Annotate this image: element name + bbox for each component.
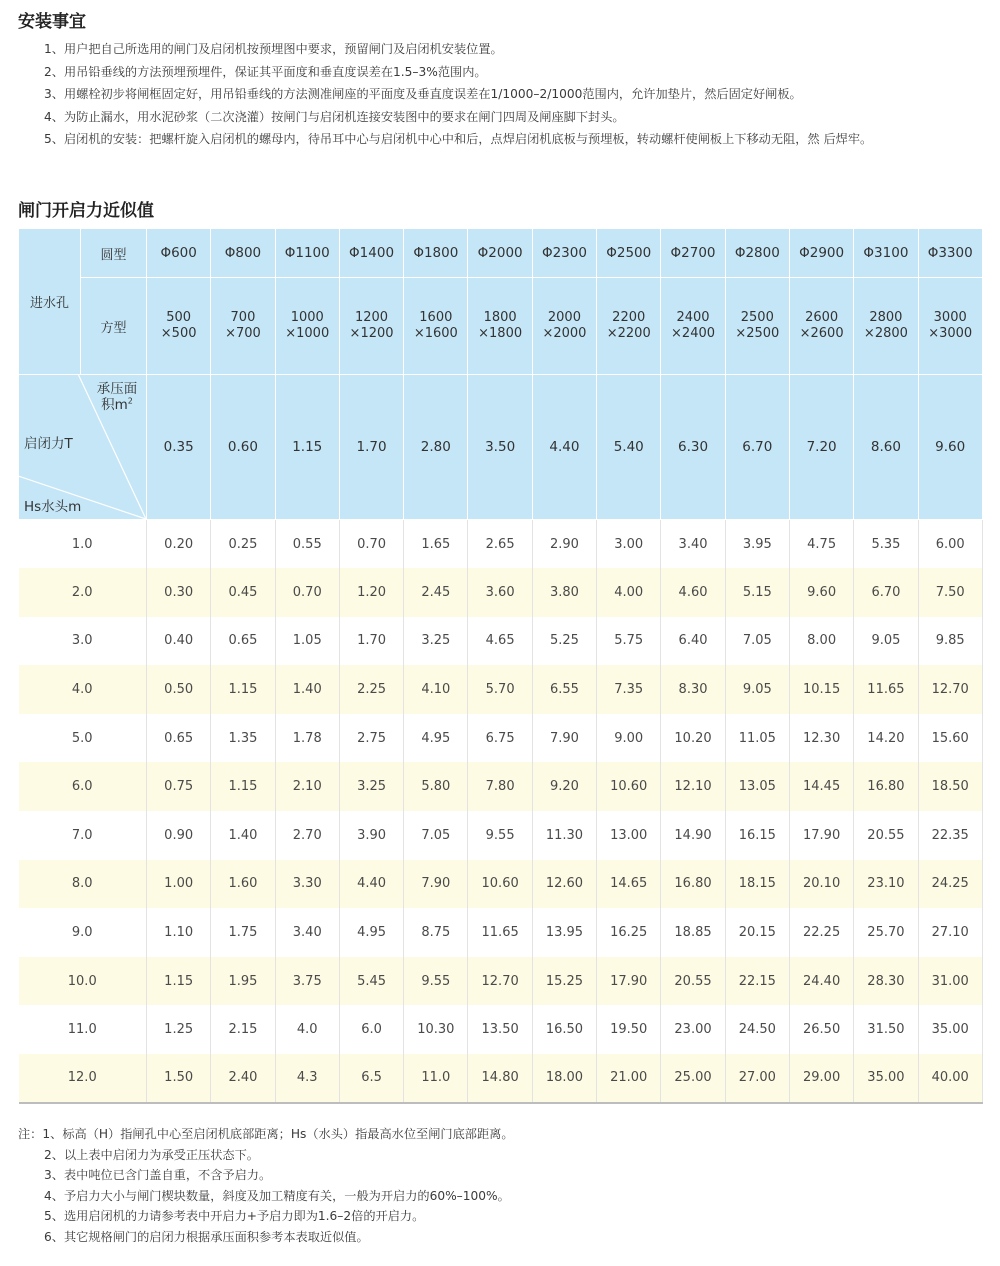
force-value-cell: 1.20	[339, 568, 403, 617]
force-value-cell: 1.00	[147, 860, 211, 909]
force-value-cell: 0.70	[275, 568, 339, 617]
force-value-cell: 8.00	[789, 617, 853, 666]
table-row	[19, 665, 983, 714]
force-value-cell: 0.90	[147, 811, 211, 860]
table-row	[19, 520, 983, 569]
force-value-cell: 16.80	[661, 860, 725, 909]
force-value-cell: 8.30	[661, 665, 725, 714]
install-item	[18, 38, 988, 61]
force-value-cell: 9.85	[918, 617, 982, 666]
pressure-area-label-text: 承压面积m	[96, 381, 138, 413]
force-value-cell: 16.25	[597, 908, 661, 957]
force-value-cell: 5.70	[468, 665, 532, 714]
note-text: 2、以上表中启闭力为承受正压状态下。	[44, 1147, 259, 1162]
round-size-cell: Φ2800	[725, 229, 789, 278]
force-value-cell: 4.00	[597, 568, 661, 617]
square-size-cell	[597, 278, 661, 375]
square-size-height: ×1000	[285, 326, 330, 341]
force-value-cell: 11.65	[468, 908, 532, 957]
water-head-cell: 10.0	[19, 957, 147, 1006]
force-value-cell: 14.90	[661, 811, 725, 860]
force-value-cell: 1.70	[339, 617, 403, 666]
square-size-width: 1200	[354, 310, 389, 325]
force-value-cell: 1.35	[211, 714, 275, 763]
square-size-cell	[147, 278, 211, 375]
force-value-cell: 2.70	[275, 811, 339, 860]
note-item	[18, 1186, 988, 1207]
force-value-cell: 5.35	[854, 520, 918, 569]
force-value-cell: 13.05	[725, 762, 789, 811]
square-size-cell	[789, 278, 853, 375]
square-size-height: ×1800	[478, 326, 523, 341]
pressure-area-cell: 9.60	[918, 375, 982, 520]
force-value-cell: 18.50	[918, 762, 982, 811]
force-value-cell: 6.0	[339, 1005, 403, 1054]
note-item	[18, 1227, 988, 1248]
force-value-cell: 5.80	[404, 762, 468, 811]
force-value-cell: 0.25	[211, 520, 275, 569]
square-size-height: ×500	[160, 326, 197, 341]
force-value-cell: 3.90	[339, 811, 403, 860]
force-value-cell: 16.80	[854, 762, 918, 811]
force-value-cell: 3.80	[532, 568, 596, 617]
force-value-cell: 1.15	[211, 762, 275, 811]
area-unit-superscript: 2	[127, 396, 133, 406]
pressure-area-cell: 3.50	[468, 375, 532, 520]
water-head-cell: 5.0	[19, 714, 147, 763]
note-item	[18, 1206, 988, 1227]
force-value-cell: 7.90	[532, 714, 596, 763]
force-value-cell: 0.50	[147, 665, 211, 714]
round-size-cell: Φ2300	[532, 229, 596, 278]
table-row	[19, 957, 983, 1006]
force-value-cell: 5.45	[339, 957, 403, 1006]
square-size-height: ×1200	[349, 326, 394, 341]
force-value-cell: 12.60	[532, 860, 596, 909]
water-head-cell: 1.0	[19, 520, 147, 569]
square-size-height: ×700	[225, 326, 261, 341]
note-text: 5、选用启闭机的力请参考表中开启力+予启力即为1.6–2倍的开启力。	[44, 1209, 425, 1224]
force-value-cell: 6.40	[661, 617, 725, 666]
force-value-cell: 1.15	[211, 665, 275, 714]
force-value-cell: 10.20	[661, 714, 725, 763]
table-row	[19, 1005, 983, 1054]
force-value-cell: 1.05	[275, 617, 339, 666]
square-size-height: ×2200	[606, 326, 651, 341]
force-value-cell: 20.10	[789, 860, 853, 909]
force-value-cell: 2.15	[211, 1005, 275, 1054]
table-row	[19, 860, 983, 909]
force-value-cell: 5.25	[532, 617, 596, 666]
force-value-cell: 2.75	[339, 714, 403, 763]
force-value-cell: 4.75	[789, 520, 853, 569]
install-item-text: 5、启闭机的安装：把螺杆旋入启闭机的螺母内，待吊耳中心与启闭机中心中和后，点焊启闭机底板与预埋板，转动螺杆使闸板上下移动无阻，然 后焊牢。	[44, 132, 873, 146]
pressure-area-cell: 7.20	[789, 375, 853, 520]
round-size-cell: Φ1800	[404, 229, 468, 278]
square-size-width: 1800	[483, 310, 517, 325]
force-value-cell: 2.40	[211, 1054, 275, 1103]
pressure-area-cell: 2.80	[404, 375, 468, 520]
force-label: 启闭力T	[24, 436, 73, 452]
force-value-cell: 18.85	[661, 908, 725, 957]
round-size-cell: Φ2000	[468, 229, 532, 278]
force-value-cell: 12.10	[661, 762, 725, 811]
corner-header-cell	[19, 375, 147, 520]
square-size-width: 700	[230, 310, 256, 325]
force-value-cell: 4.10	[404, 665, 468, 714]
force-value-cell: 1.78	[275, 714, 339, 763]
note-text: 6、其它规格闸门的启闭力根据承压面积参考本表取近似值。	[44, 1229, 369, 1244]
square-size-cell	[532, 278, 596, 375]
force-value-cell: 9.60	[789, 568, 853, 617]
force-value-cell: 3.30	[275, 860, 339, 909]
force-value-cell: 4.0	[275, 1005, 339, 1054]
force-value-cell: 14.45	[789, 762, 853, 811]
pressure-area-cell: 6.70	[725, 375, 789, 520]
water-head-cell: 6.0	[19, 762, 147, 811]
table-row	[19, 714, 983, 763]
square-size-width: 2400	[676, 310, 710, 325]
force-value-cell: 1.25	[147, 1005, 211, 1054]
force-value-cell: 24.25	[918, 860, 982, 909]
force-value-cell: 0.55	[275, 520, 339, 569]
force-value-cell: 3.25	[339, 762, 403, 811]
table-row	[19, 617, 983, 666]
install-item-text: 2、用吊铅垂线的方法预埋预埋件，保证其平面度和垂直度误差在1.5–3%范围内。	[44, 64, 487, 79]
force-value-cell: 31.00	[918, 957, 982, 1006]
force-value-cell: 13.95	[532, 908, 596, 957]
force-value-cell: 20.55	[661, 957, 725, 1006]
force-value-cell: 7.90	[404, 860, 468, 909]
square-size-height: ×1600	[413, 326, 458, 341]
install-item-text: 1、用户把自己所选用的闸门及启闭机按预埋图中要求，预留闸门及启闭机安装位置。	[44, 42, 503, 56]
force-value-cell: 1.50	[147, 1054, 211, 1103]
square-size-cell	[725, 278, 789, 375]
force-value-cell: 9.05	[725, 665, 789, 714]
force-value-cell: 9.55	[468, 811, 532, 860]
force-value-cell: 5.75	[597, 617, 661, 666]
force-value-cell: 11.30	[532, 811, 596, 860]
pressure-area-label	[92, 381, 142, 413]
square-size-height: ×2500	[735, 326, 780, 341]
round-size-cell: Φ3300	[918, 229, 982, 278]
round-type-label: 圆型	[81, 229, 147, 278]
inlet-label: 进水孔	[19, 229, 81, 375]
water-head-cell: 7.0	[19, 811, 147, 860]
force-value-cell: 29.00	[789, 1054, 853, 1103]
pressure-area-cell: 1.70	[339, 375, 403, 520]
force-value-cell: 10.60	[468, 860, 532, 909]
force-value-cell: 6.5	[339, 1054, 403, 1103]
water-head-cell: 4.0	[19, 665, 147, 714]
square-size-width: 2600	[805, 310, 839, 325]
force-value-cell: 28.30	[854, 957, 918, 1006]
square-size-cell	[661, 278, 725, 375]
note-text: 注：1、标高（H）指闸孔中心至启闭机底部距离；Hs（水头）指最高水位至闸门底部距离。	[18, 1127, 514, 1141]
force-value-cell: 40.00	[918, 1054, 982, 1103]
force-value-cell: 0.65	[211, 617, 275, 666]
round-size-cell: Φ3100	[854, 229, 918, 278]
force-value-cell: 22.15	[725, 957, 789, 1006]
force-value-cell: 11.65	[854, 665, 918, 714]
note-text: 4、予启力大小与闸门楔块数量，斜度及加工精度有关，一般为开启力的60%–100%。	[44, 1188, 510, 1203]
force-value-cell: 4.65	[468, 617, 532, 666]
round-size-cell: Φ2500	[597, 229, 661, 278]
force-value-cell: 6.70	[854, 568, 918, 617]
force-value-cell: 0.65	[147, 714, 211, 763]
force-value-cell: 0.70	[339, 520, 403, 569]
water-head-cell: 3.0	[19, 617, 147, 666]
square-size-row	[19, 278, 983, 375]
force-value-cell: 10.30	[404, 1005, 468, 1054]
force-value-cell: 11.05	[725, 714, 789, 763]
force-value-cell: 1.40	[275, 665, 339, 714]
note-item	[18, 1124, 988, 1145]
water-head-cell: 9.0	[19, 908, 147, 957]
note-item	[18, 1145, 988, 1166]
force-value-cell: 9.00	[597, 714, 661, 763]
force-value-cell: 15.25	[532, 957, 596, 1006]
square-size-height: ×2800	[863, 326, 908, 341]
install-instructions-list	[18, 38, 988, 151]
force-value-cell: 11.0	[404, 1054, 468, 1103]
force-value-cell: 27.00	[725, 1054, 789, 1103]
force-value-cell: 3.40	[275, 908, 339, 957]
force-value-cell: 2.45	[404, 568, 468, 617]
force-value-cell: 25.00	[661, 1054, 725, 1103]
install-item	[18, 106, 988, 129]
square-size-height: ×2600	[799, 326, 844, 341]
pressure-area-cell: 8.60	[854, 375, 918, 520]
force-value-cell: 12.30	[789, 714, 853, 763]
force-value-cell: 2.90	[532, 520, 596, 569]
force-value-cell: 0.30	[147, 568, 211, 617]
table-row	[19, 811, 983, 860]
force-value-cell: 20.55	[854, 811, 918, 860]
force-value-cell: 18.00	[532, 1054, 596, 1103]
table-section-title: 闸门开启力近似值	[18, 201, 154, 221]
square-size-cell	[275, 278, 339, 375]
force-value-cell: 22.25	[789, 908, 853, 957]
force-value-cell: 16.15	[725, 811, 789, 860]
force-value-cell: 12.70	[468, 957, 532, 1006]
force-value-cell: 9.55	[404, 957, 468, 1006]
square-size-width: 3000	[933, 310, 967, 325]
force-value-cell: 4.95	[404, 714, 468, 763]
round-size-cell: Φ2900	[789, 229, 853, 278]
force-value-cell: 2.65	[468, 520, 532, 569]
square-size-height: ×2000	[542, 326, 587, 341]
force-value-cell: 2.10	[275, 762, 339, 811]
install-section-title: 安装事宜	[18, 12, 86, 32]
force-value-cell: 3.25	[404, 617, 468, 666]
force-value-cell: 5.15	[725, 568, 789, 617]
force-value-cell: 24.40	[789, 957, 853, 1006]
force-value-cell: 14.20	[854, 714, 918, 763]
install-item	[18, 83, 988, 106]
force-value-cell: 0.45	[211, 568, 275, 617]
force-value-cell: 3.60	[468, 568, 532, 617]
square-size-width: 2000	[547, 310, 581, 325]
table-row	[19, 762, 983, 811]
note-text: 3、表中吨位已含门盖自重，不含予启力。	[44, 1168, 272, 1183]
force-value-cell: 3.75	[275, 957, 339, 1006]
force-value-cell: 20.15	[725, 908, 789, 957]
gate-force-table	[18, 228, 983, 1104]
table-row	[19, 1054, 983, 1103]
pressure-area-cell: 5.40	[597, 375, 661, 520]
square-size-cell	[339, 278, 403, 375]
install-item-text: 4、为防止漏水，用水泥砂浆（二次浇灌）按闸门与启闭机连接安装图中的要求在闸门四周及闸座脚下封头。	[44, 109, 625, 124]
install-item	[18, 128, 988, 151]
force-value-cell: 15.60	[918, 714, 982, 763]
pressure-area-cell: 1.15	[275, 375, 339, 520]
force-value-cell: 16.50	[532, 1005, 596, 1054]
force-value-cell: 8.75	[404, 908, 468, 957]
force-value-cell: 19.50	[597, 1005, 661, 1054]
square-size-width: 2500	[740, 310, 774, 325]
force-value-cell: 4.3	[275, 1054, 339, 1103]
round-size-cell: Φ2700	[661, 229, 725, 278]
force-value-cell: 17.90	[597, 957, 661, 1006]
force-value-cell: 9.05	[854, 617, 918, 666]
force-value-cell: 10.60	[597, 762, 661, 811]
force-value-cell: 13.00	[597, 811, 661, 860]
notes-list	[18, 1124, 988, 1248]
force-value-cell: 10.15	[789, 665, 853, 714]
install-item-text: 3、用螺栓初步将闸框固定好，用吊铅垂线的方法测准闸座的平面度及垂直度误差在1/1000–2/1000范围内，允许加垫片，然后固定好闸板。	[44, 87, 802, 101]
force-value-cell: 7.80	[468, 762, 532, 811]
force-value-cell: 7.05	[404, 811, 468, 860]
force-value-cell: 0.20	[147, 520, 211, 569]
water-head-label: Hs水头m	[24, 499, 82, 515]
water-head-cell: 8.0	[19, 860, 147, 909]
force-value-cell: 3.40	[661, 520, 725, 569]
round-size-cell: Φ800	[211, 229, 275, 278]
round-size-row	[19, 229, 983, 278]
table-row	[19, 908, 983, 957]
table-row	[19, 568, 983, 617]
force-value-cell: 24.50	[725, 1005, 789, 1054]
force-value-cell: 22.35	[918, 811, 982, 860]
force-value-cell: 1.10	[147, 908, 211, 957]
round-size-cell: Φ1400	[339, 229, 403, 278]
square-size-cell	[854, 278, 918, 375]
force-value-cell: 12.70	[918, 665, 982, 714]
square-size-cell	[404, 278, 468, 375]
force-value-cell: 4.40	[339, 860, 403, 909]
force-value-cell: 2.25	[339, 665, 403, 714]
square-size-width: 1600	[419, 310, 453, 325]
force-value-cell: 0.40	[147, 617, 211, 666]
force-value-cell: 3.95	[725, 520, 789, 569]
force-value-cell: 1.65	[404, 520, 468, 569]
square-size-width: 500	[166, 310, 192, 325]
force-value-cell: 1.60	[211, 860, 275, 909]
round-size-cell: Φ600	[147, 229, 211, 278]
force-value-cell: 0.75	[147, 762, 211, 811]
force-value-cell: 6.75	[468, 714, 532, 763]
round-size-cell: Φ1100	[275, 229, 339, 278]
force-value-cell: 21.00	[597, 1054, 661, 1103]
force-value-cell: 26.50	[789, 1005, 853, 1054]
pressure-area-cell: 0.35	[147, 375, 211, 520]
force-value-cell: 3.00	[597, 520, 661, 569]
force-value-cell: 18.15	[725, 860, 789, 909]
square-size-cell	[918, 278, 982, 375]
water-head-cell: 2.0	[19, 568, 147, 617]
force-value-cell: 25.70	[854, 908, 918, 957]
install-item	[18, 61, 988, 84]
force-value-cell: 23.10	[854, 860, 918, 909]
square-size-width: 1000	[290, 310, 324, 325]
force-value-cell: 7.05	[725, 617, 789, 666]
square-size-width: 2800	[869, 310, 903, 325]
note-item	[18, 1165, 988, 1186]
force-value-cell: 35.00	[918, 1005, 982, 1054]
water-head-cell: 11.0	[19, 1005, 147, 1054]
force-value-cell: 31.50	[854, 1005, 918, 1054]
force-value-cell: 4.95	[339, 908, 403, 957]
force-value-cell: 6.55	[532, 665, 596, 714]
force-value-cell: 1.95	[211, 957, 275, 1006]
square-size-width: 2200	[612, 310, 646, 325]
force-value-cell: 1.75	[211, 908, 275, 957]
force-value-cell: 17.90	[789, 811, 853, 860]
pressure-area-cell: 4.40	[532, 375, 596, 520]
force-value-cell: 14.65	[597, 860, 661, 909]
force-value-cell: 7.35	[597, 665, 661, 714]
square-size-cell	[468, 278, 532, 375]
force-value-cell: 4.60	[661, 568, 725, 617]
force-value-cell: 27.10	[918, 908, 982, 957]
square-size-height: ×3000	[928, 326, 973, 341]
force-value-cell: 7.50	[918, 568, 982, 617]
square-size-height: ×2400	[671, 326, 716, 341]
force-value-cell: 14.80	[468, 1054, 532, 1103]
square-type-label: 方型	[81, 278, 147, 375]
force-value-cell: 1.15	[147, 957, 211, 1006]
pressure-area-row	[19, 375, 983, 520]
square-size-cell	[211, 278, 275, 375]
water-head-cell: 12.0	[19, 1054, 147, 1103]
force-value-cell: 35.00	[854, 1054, 918, 1103]
force-value-cell: 9.20	[532, 762, 596, 811]
force-value-cell: 1.40	[211, 811, 275, 860]
pressure-area-cell: 0.60	[211, 375, 275, 520]
pressure-area-cell: 6.30	[661, 375, 725, 520]
force-value-cell: 13.50	[468, 1005, 532, 1054]
force-value-cell: 23.00	[661, 1005, 725, 1054]
force-value-cell: 6.00	[918, 520, 982, 569]
